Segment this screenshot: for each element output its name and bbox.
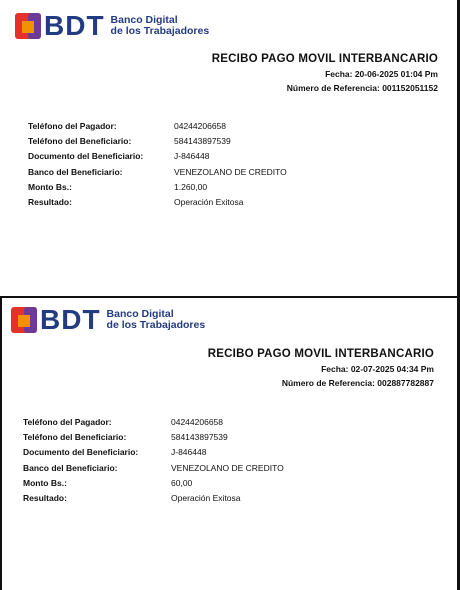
detail-label: Teléfono del Beneficiario: — [28, 136, 132, 147]
detail-label: Documento del Beneficiario: — [23, 447, 139, 458]
receipt-header — [208, 348, 434, 388]
detail-value: J-846448 — [171, 447, 207, 458]
brand-line-2: de los Trabajadores — [106, 319, 206, 331]
detail-label: Banco del Beneficiario: — [28, 166, 123, 177]
page-edge — [0, 296, 460, 298]
receipt-header — [212, 53, 438, 93]
brand-subtitle — [107, 309, 206, 331]
detail-label: Monto Bs.: — [23, 477, 67, 488]
receipt-2 — [0, 296, 460, 590]
bdt-logo-icon — [15, 13, 41, 39]
receipt-date: Fecha: 02-07-2025 04:34 Pm — [321, 364, 434, 374]
receipt-title: RECIBO PAGO MOVIL INTERBANCARIO — [211, 53, 438, 65]
bank-logo — [11, 304, 206, 335]
bank-logo — [15, 10, 210, 41]
reference-number: Número de Referencia: 002887782887 — [281, 378, 434, 388]
detail-label: Teléfono del Pagador: — [28, 121, 117, 131]
detail-label: Banco del Beneficiario: — [23, 462, 118, 473]
brand-name: BDT — [44, 10, 105, 41]
page-edge — [0, 296, 2, 590]
detail-label: Resultado: — [28, 196, 72, 207]
detail-value: 60,00 — [171, 477, 193, 488]
detail-value: J-846448 — [174, 151, 210, 162]
brand-line-1: Banco Digital — [110, 14, 178, 26]
detail-label: Teléfono del Beneficiario: — [23, 432, 127, 443]
bdt-logo-icon — [11, 307, 37, 333]
detail-value: VENEZOLANO DE CREDITO — [174, 166, 287, 177]
detail-value: Operación Exitosa — [174, 196, 244, 207]
receipt-date: Fecha: 20-06-2025 01:04 Pm — [325, 69, 438, 79]
receipt-title: RECIBO PAGO MOVIL INTERBANCARIO — [207, 348, 434, 360]
detail-value: 1.260,00 — [174, 181, 208, 192]
brand-name: BDT — [40, 304, 101, 335]
reference-number: Número de Referencia: 001152051152 — [286, 83, 438, 93]
detail-value: 584143897539 — [174, 136, 231, 147]
detail-value: VENEZOLANO DE CREDITO — [171, 462, 284, 473]
detail-label: Documento del Beneficiario: — [28, 151, 144, 162]
detail-label: Monto Bs.: — [28, 181, 72, 192]
detail-label: Teléfono del Pagador: — [23, 417, 112, 427]
brand-line-1: Banco Digital — [106, 308, 174, 320]
detail-value: 584143897539 — [171, 432, 228, 443]
detail-value: 04244206658 — [174, 121, 227, 131]
detail-value: Operación Exitosa — [171, 492, 241, 503]
detail-label: Resultado: — [23, 492, 67, 503]
brand-subtitle — [111, 15, 210, 37]
brand-line-2: de los Trabajadores — [110, 25, 210, 37]
detail-value: 04244206658 — [171, 417, 224, 427]
